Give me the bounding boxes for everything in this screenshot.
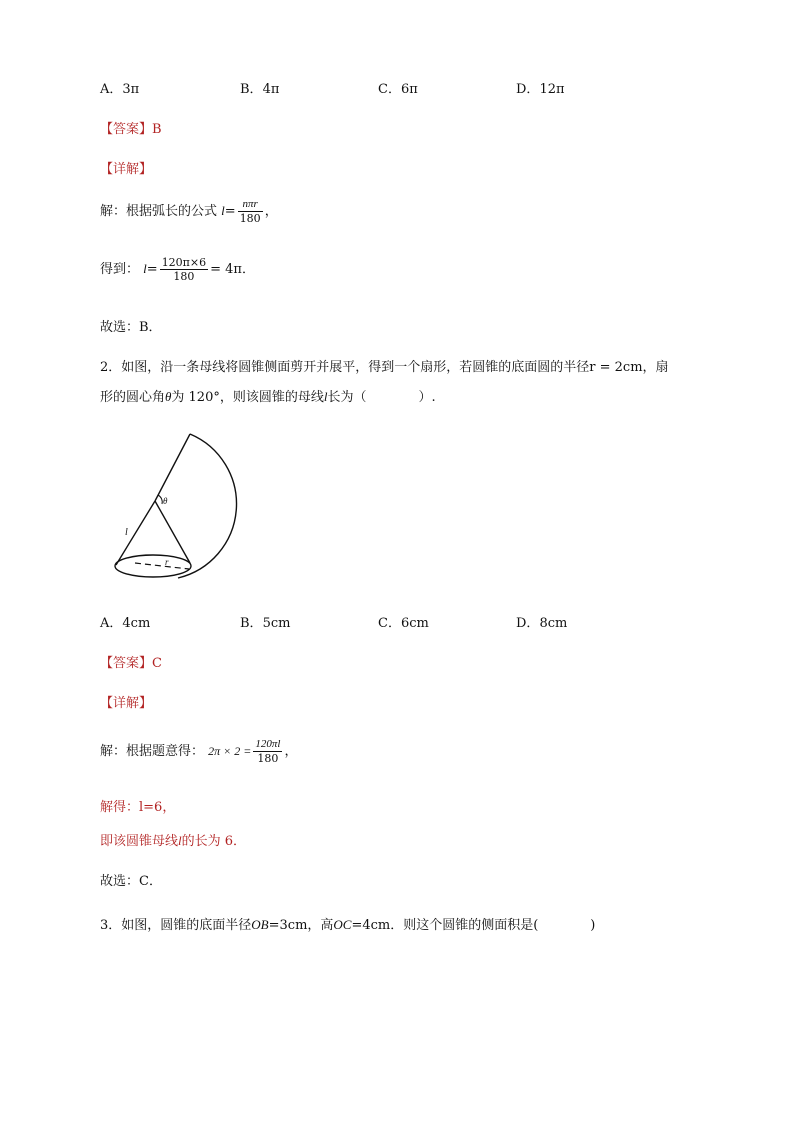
q2-solved: 解得：l=6， xyxy=(100,800,176,815)
q1-answer: 【答案】B xyxy=(100,122,162,137)
q2-conclusion: 即该圆锥母线l的长为 6． xyxy=(100,833,247,849)
label-l: l xyxy=(125,527,128,538)
q1-solution-formula: 解：根据弧长的公式 l= $\frac{\text{nπr}}{180}$ ， xyxy=(100,198,278,225)
cone-base-ellipse xyxy=(115,555,191,577)
q2-detail-label: 【详解】 xyxy=(100,696,153,711)
q1-choice: 故选：B． xyxy=(100,320,162,335)
q1-option-d: D．12π xyxy=(516,82,565,97)
q2-option-c: C．6cm xyxy=(378,616,429,631)
q2-answer: 【答案】C xyxy=(100,656,162,671)
cone-right-side xyxy=(155,501,190,563)
label-r: r xyxy=(165,557,169,567)
sector-radius-line xyxy=(155,434,190,501)
angle-theta-arc xyxy=(158,495,162,504)
q2-option-a: A．4cm xyxy=(100,616,151,631)
q1-solution-calc: 得到： l= $\frac{120\pi\times 6}{180}$ = 4π． xyxy=(100,256,255,283)
q1-option-c: C．6π xyxy=(378,82,418,97)
cone-sector-figure xyxy=(105,425,245,585)
q3-stem: 3．如图，圆锥的底面半径OB=3cm，高OC=4cm．则这个圆锥的侧面积是( ) xyxy=(100,917,596,933)
q2-solution-equation: 解：根据题意得： 2π × 2 = $\frac{120\pi l}{180}$ ， xyxy=(100,738,298,765)
q2-choice: 故选：C． xyxy=(100,874,162,889)
q2-stem-line2: 形的圆心角θ为 120°，则该圆锥的母线l长为（ ）. xyxy=(100,389,436,405)
q1-option-b: B．4π xyxy=(240,82,280,97)
q1-detail-label: 【详解】 xyxy=(100,162,153,177)
q2-option-b: B．5cm xyxy=(240,616,291,631)
q1-option-a: A．3π xyxy=(100,82,140,97)
label-theta: θ xyxy=(163,496,168,506)
q2-option-d: D．8cm xyxy=(516,616,568,631)
cone-base-radius xyxy=(135,563,189,569)
q2-stem-line1: 2．如图，沿一条母线将圆锥侧面剪开并展平，得到一个扇形，若圆锥的底面圆的半径r = 2cm，扇 xyxy=(100,360,669,375)
